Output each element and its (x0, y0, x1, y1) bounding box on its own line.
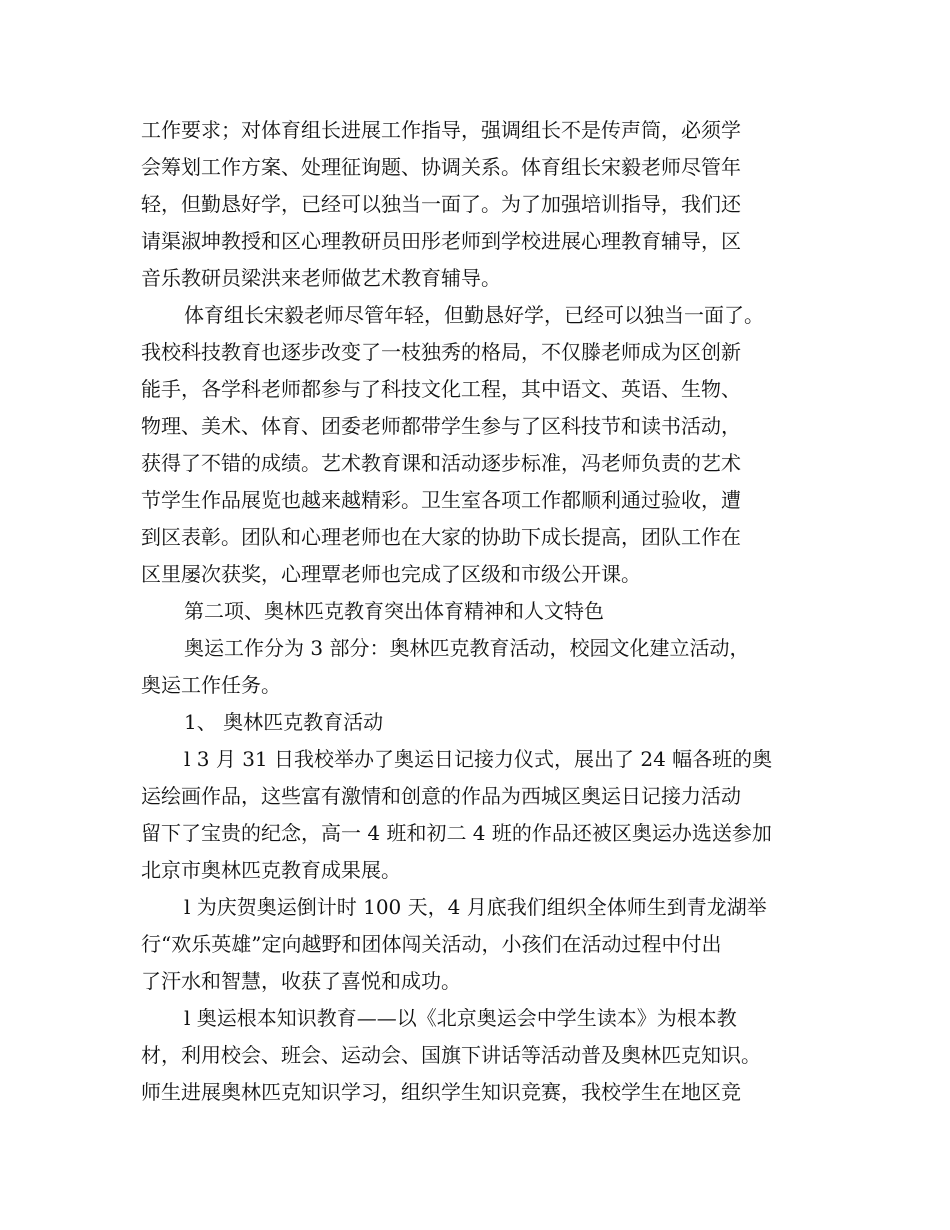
text-line: 我校科技教育也逐步改变了一枝独秀的格局，不仅滕老师成为区创新 (141, 340, 741, 364)
text-line: 了汗水和智慧，收获了喜悦和成功。 (141, 969, 461, 993)
text-line: 师生进展奥林匹克知识学习，组织学生知识竞赛，我校学生在地区竞 (141, 1080, 741, 1104)
text-line: 音乐教研员梁洪来老师做艺术教育辅导。 (141, 266, 501, 290)
text-line: 工作要求；对体育组长进展工作指导，强调组长不是传声筒，必须学 (141, 118, 741, 142)
text-line: 轻，但勤恳好学，已经可以独当一面了。为了加强培训指导，我们还 (141, 192, 741, 216)
list-item-first-line: l 3 月 31 日我校举办了奥运日记接力仪式，展出了 24 幅各班的奥 (184, 747, 773, 771)
text-line: 区里屡次获奖，心理覃老师也完成了区级和市级公开课。 (141, 562, 641, 586)
text-line: 北京市奥林匹克教育成果展。 (141, 858, 401, 882)
text-line: 获得了不错的成绩。艺术教育课和活动逐步标准，冯老师负责的艺术 (141, 451, 741, 475)
text-line: 材，利用校会、班会、运动会、国旗下讲话等活动普及奥林匹克知识。 (141, 1043, 761, 1067)
text-line: 请渠淑坤教授和区心理教研员田彤老师到学校进展心理教育辅导，区 (141, 229, 741, 253)
text-line: 能手，各学科老师都参与了科技文化工程，其中语文、英语、生物、 (141, 377, 741, 401)
text-line: 运绘画作品，这些富有激情和创意的作品为西城区奥运日记接力活动 (141, 784, 741, 808)
list-item-first-line: l 为庆贺奥运倒计时 100 天，4 月底我们组织全体师生到青龙湖举 (184, 895, 767, 919)
text-line: 奥运工作任务。 (141, 673, 281, 697)
paragraph-first-line: 体育组长宋毅老师尽管年轻，但勤恳好学，已经可以独当一面了。 (184, 303, 764, 327)
text-line: 物理、美术、体育、团委老师都带学生参与了区科技节和读书活动， (141, 414, 741, 438)
text-line: 行“欢乐英雄”定向越野和团体闯关活动，小孩们在活动过程中付出 (141, 932, 722, 956)
subsection-heading: 1、 奥林匹克教育活动 (184, 710, 384, 734)
text-line: 会筹划工作方案、处理征询题、协调关系。体育组长宋毅老师尽管年 (141, 155, 741, 179)
section-heading: 第二项、奥林匹克教育突出体育精神和人文特色 (184, 599, 604, 623)
list-item-first-line: l 奥运根本知识教育——以《北京奥运会中学生读本》为根本教 (184, 1006, 737, 1030)
text-line: 到区表彰。团队和心理老师也在大家的协助下成长提高，团队工作在 (141, 525, 741, 549)
text-line: 留下了宝贵的纪念，高一 4 班和初二 4 班的作品还被区奥运办选送参加 (141, 821, 772, 845)
paragraph-first-line: 奥运工作分为 3 部分：奥林匹克教育活动，校园文化建立活动， (184, 636, 750, 660)
text-line: 节学生作品展览也越来越精彩。卫生室各项工作都顺利通过验收，遭 (141, 488, 741, 512)
